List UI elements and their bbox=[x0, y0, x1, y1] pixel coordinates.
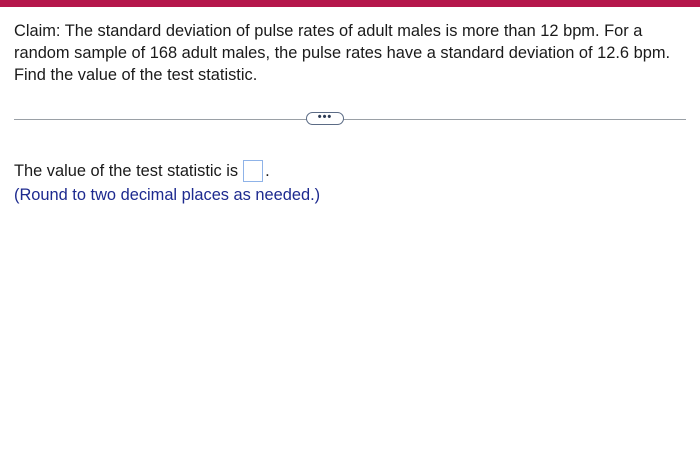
rounding-hint: (Round to two decimal places as needed.) bbox=[14, 186, 321, 204]
top-accent-bar bbox=[0, 0, 700, 7]
answer-line bbox=[14, 160, 270, 182]
more-dots-icon: ••• bbox=[317, 110, 333, 123]
answer-prompt: The value of the test statistic is bbox=[14, 162, 239, 180]
test-statistic-input[interactable] bbox=[243, 160, 263, 182]
question-text: Claim: The standard deviation of pulse rates of adult males is more than 12 bpm. For a random sample of 168 adult males, the pulse rates have a standard deviation of 12.6 bpm. Find the value of the test statistic. bbox=[14, 22, 671, 84]
expand-more-button[interactable] bbox=[306, 112, 344, 125]
answer-period: . bbox=[265, 162, 270, 180]
section-divider bbox=[14, 119, 686, 120]
